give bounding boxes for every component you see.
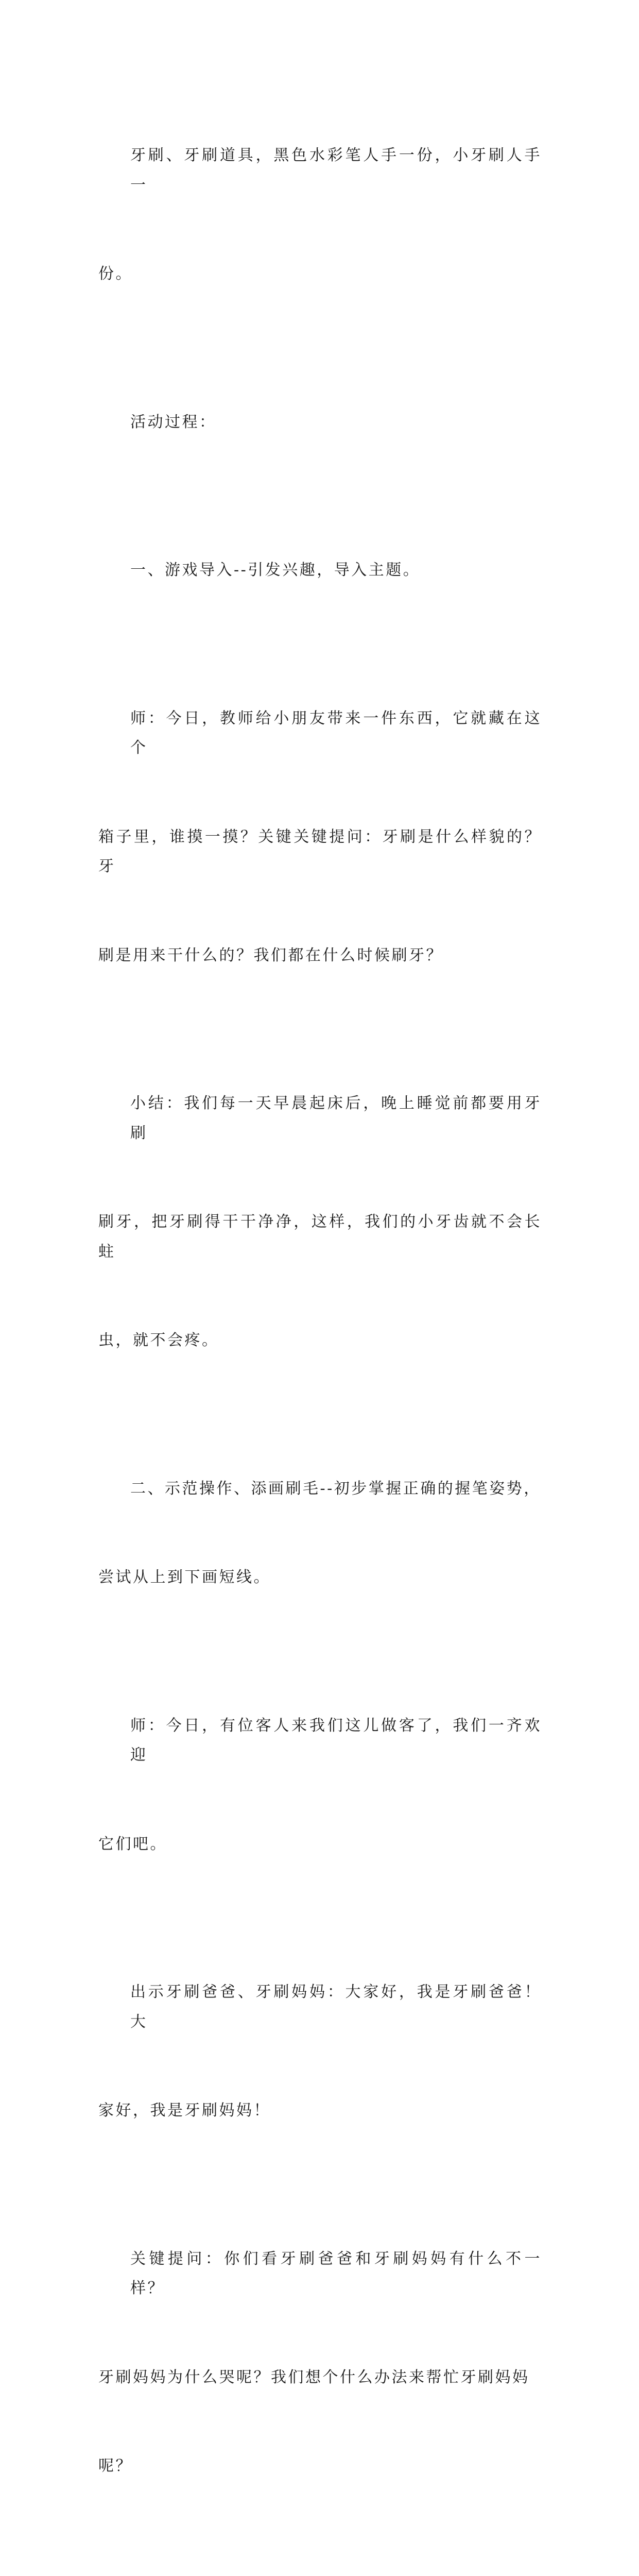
text-line: 家好，我是牙刷妈妈！: [98, 2096, 542, 2126]
paragraph-show-toothbrushes: [98, 1918, 542, 2185]
text-line: 出示牙刷爸爸、牙刷妈妈：大家好，我是牙刷爸爸！大: [98, 1977, 542, 2037]
text-line: 尝试从上到下画短线。: [98, 1563, 542, 1592]
paragraph-activity-process-heading: [98, 348, 542, 497]
text-line: 刷牙，把牙刷得干干净净，这样，我们的小牙齿就不会长蛀: [98, 1207, 542, 1266]
document-page: [0, 0, 639, 904]
text-line: 二、示范操作、添画刷毛--初步掌握正确的握笔姿势，: [98, 1474, 542, 1504]
text-line: 师：今日，教师给小朋友带来一件东西，它就藏在这个: [98, 704, 542, 763]
text-line: 活动过程：: [98, 408, 542, 437]
paragraph-demonstration: [98, 2540, 542, 2576]
text-line: 刷是用来干什么的？我们都在什么时候刷牙？: [98, 941, 542, 971]
paragraph-teacher-guests: [98, 1652, 542, 1919]
text-line: 虫，就不会疼。: [98, 1326, 542, 1355]
paragraph-summary: [98, 1029, 542, 1415]
text-line: 师：今日，有位客人来我们这儿做客了，我们一齐欢迎: [98, 1711, 542, 1770]
paragraph-teacher-intro: [98, 645, 542, 1030]
document-body: [98, 81, 542, 2576]
paragraph-section-two-heading: [98, 1415, 542, 1652]
text-line: 箱子里，谁摸一摸？关键关键提问：牙刷是什么样貌的？牙: [98, 822, 542, 882]
paragraph-key-questions: [98, 2185, 542, 2540]
text-line: 关键提问：你们看牙刷爸爸和牙刷妈妈有什么不一样？: [98, 2244, 542, 2303]
paragraph-materials: [98, 81, 542, 348]
text-line: 它们吧。: [98, 1829, 542, 1859]
text-line: 份。: [98, 259, 542, 289]
text-line: 一、游戏导入--引发兴趣，导入主题。: [98, 555, 542, 585]
paragraph-section-one-heading: [98, 496, 542, 645]
text-line: 牙刷、牙刷道具，黑色水彩笔人手一份，小牙刷人手一: [98, 141, 542, 200]
text-line: 牙刷妈妈为什么哭呢？我们想个什么办法来帮忙牙刷妈妈: [98, 2363, 542, 2393]
text-line: 小结：我们每一天早晨起床后，晚上睡觉前都要用牙刷: [98, 1089, 542, 1148]
text-line: 呢？: [98, 2451, 542, 2481]
